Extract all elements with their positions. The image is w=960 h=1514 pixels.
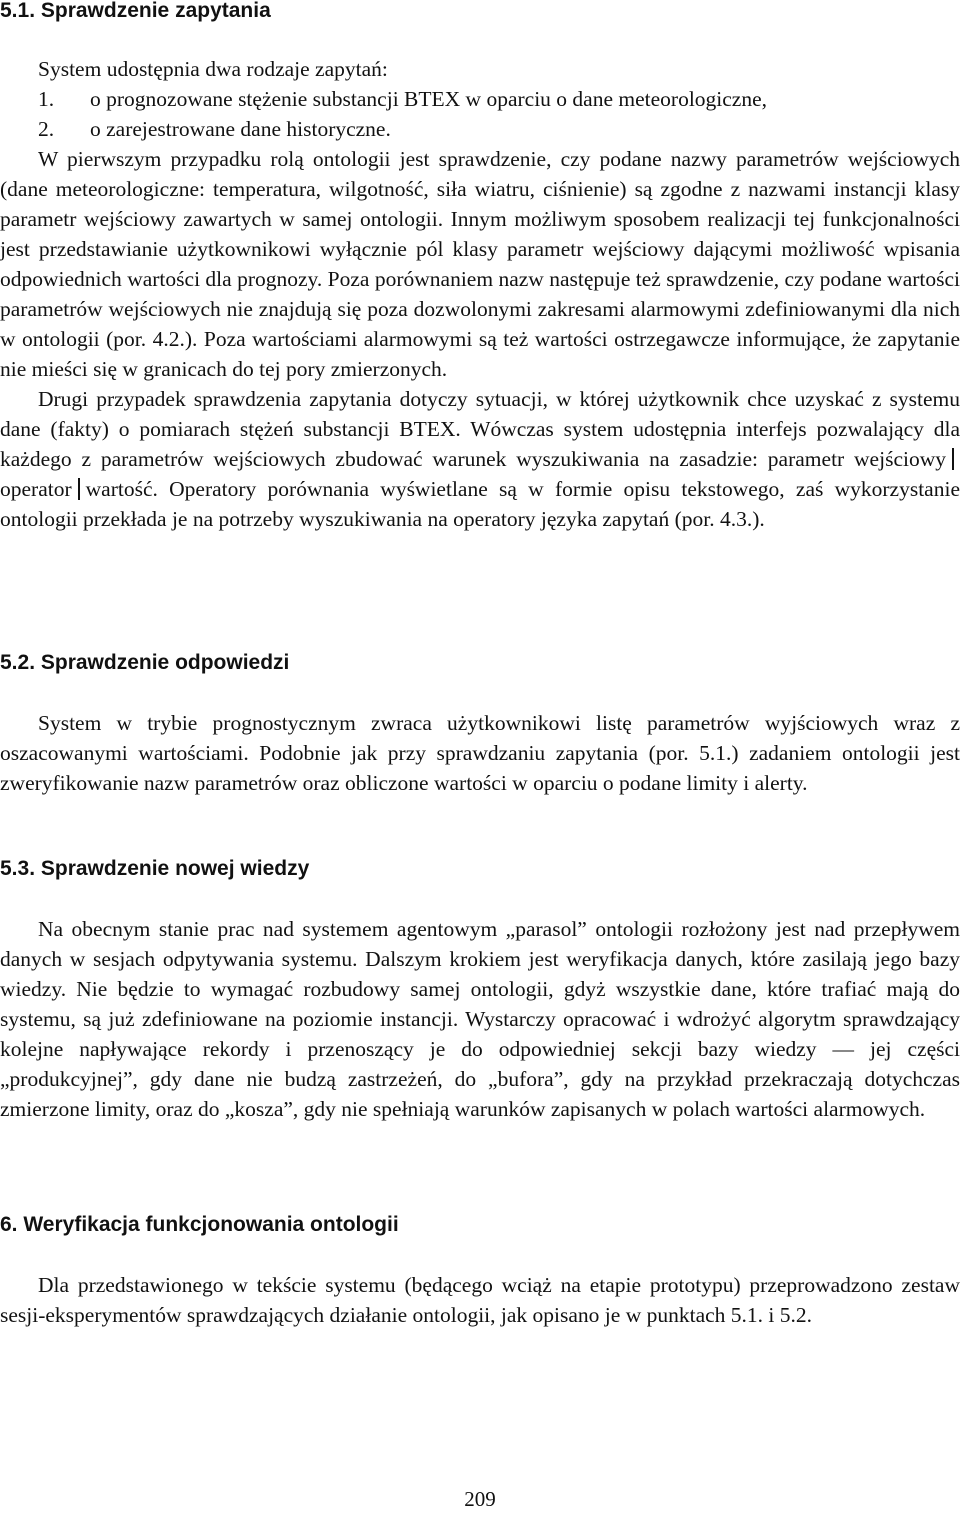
section-heading-6: 6. Weryfikacja funkcjonowania ontologii (0, 1213, 399, 1236)
paragraph-second-case (0, 384, 960, 534)
section-5-3-paragraph: Na obecnym stanie prac nad systemem agentowym „parasol” ontologii rozłożony jest nad przepływem danych w sesjach odpytywania systemu. Dalszym krokiem jest weryfikacja danych, które zasilają jego bazy wiedzy. Nie będzie to wymagać rozbudowy samej ontologii, gdyż wszystkie dane, które trafiać mają do systemu, są już zdefiniowane na poziomie instancji. Wystarczy opracować i wdrożyć algorytm sprawdzający kolejne napływające rekordy i przenoszący je do odpowiedniej sekcji bazy wiedzy — jej części „produkcyjnej”, gdy dane nie budzą zastrzeżeń, do „bufora”, gdy na przykład przekraczają dotychczas zmierzone limity, oraz do „kosza”, gdy nie spełniają warunków zapisanych w polach wartości alarmowych. (0, 917, 960, 1121)
section-6-paragraph: Dla przedstawionego w tekście systemu (będącego wciąż na etapie prototypu) przeprowadzono zestaw sesji-eksperymentów sprawdzających działanie ontologii, jak opisano je w punktach 5.1. i 5.2. (0, 1273, 960, 1327)
separator-bar (952, 448, 954, 470)
paragraph-second-case-part-a: Drugi przypadek sprawdzenia zapytania dotyczy sytuacji, w której użytkownik chce uzyskać z systemu dane (fakty) o pomiarach stężeń substancji BTEX. Wówczas system udostępnia interfejs pozwalający dla każdego z parametrów wejściowych zbudować warunek wyszukiwania na zasadzie: parametr wejściowy (0, 387, 960, 471)
list-item-text: o prognozowane stężenie substancji BTEX w oparciu o dane meteorologiczne, (90, 87, 768, 111)
section-heading-5-3: 5.3. Sprawdzenie nowej wiedzy (0, 857, 310, 880)
paragraph-second-case-part-c: wartość. Operatory porównania wyświetlane są w formie opisu tekstowego, zaś wykorzystanie ontologii przekłada je na potrzeby wyszukiwania na operatory języka zapytań (por. 4.3.). (0, 477, 960, 531)
list-item-number: 1. (38, 87, 55, 111)
list-item-number: 2. (38, 117, 55, 141)
list-item (0, 114, 960, 144)
separator-bar (78, 478, 80, 500)
section-5-1-body (0, 54, 960, 534)
page-number: 209 (464, 1487, 496, 1511)
list-item-text: o zarejestrowane dane historyczne. (90, 117, 391, 141)
intro-paragraph: System udostępnia dwa rodzaje zapytań: (38, 57, 388, 81)
section-heading-5-2: 5.2. Sprawdzenie odpowiedzi (0, 651, 290, 674)
paragraph-second-case-part-b: operator (0, 477, 72, 501)
paragraph-first-case: W pierwszym przypadku rolą ontologii jest sprawdzenie, czy podane nazwy parametrów wejściowych (dane meteorologiczne: temperatura, wilgotność, siła wiatru, ciśnienie) są zgodne z nazwami instancji klasy parametr wejściowy zawartych w samej ontologii. Innym możliwym sposobem realizacji tej funkcjonalności jest przedstawianie użytkownikowi wyłącznie pól klasy parametr wejściowy dającymi możliwość wpisania odpowiednich wartości dla prognozy. Poza porównaniem nazw następuje też sprawdzenie, czy podane wartości parametrów wejściowych nie znajdują się poza dozwolonymi zakresami alarmowymi zdefiniowanymi dla nich w ontologii (por. 4.2.). Poza wartościami alarmowymi są też wartości ostrzegawcze informujące, że zapytanie nie mieści się w granicach do tej pory zmierzonych. (0, 147, 960, 381)
list-item (0, 84, 960, 114)
query-types-list (0, 84, 960, 144)
section-heading-5-1: 5.1. Sprawdzenie zapytania (0, 0, 271, 22)
section-5-2-paragraph: System w trybie prognostycznym zwraca użytkownikowi listę parametrów wyjściowych wraz z oszacowanymi wartościami. Podobnie jak przy sprawdzaniu zapytania (por. 5.1.) zadaniem ontologii jest zweryfikowanie nazw parametrów oraz obliczone wartości w oparciu o podane limity i alerty. (0, 711, 960, 795)
